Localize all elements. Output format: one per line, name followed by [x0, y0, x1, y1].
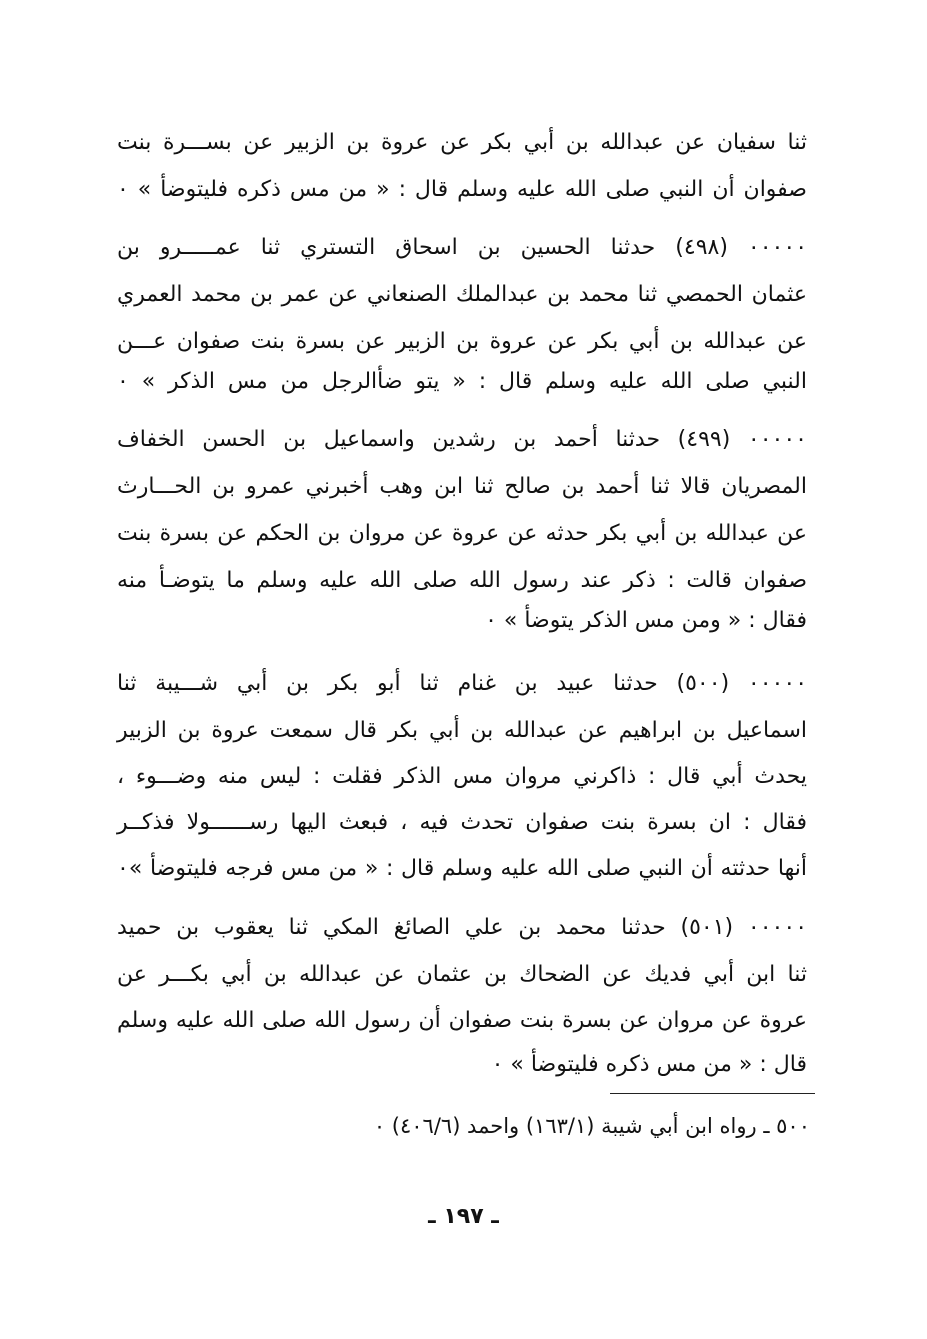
text-line: النبي صلى الله عليه وسلم قال : « يتو ضأالرجل من مس الذكر » ٠: [117, 369, 807, 394]
text-line: عن عبدالله بن أبي بكر عن عروة بن الزبير عن بسرة بنت صفوان عـــن: [117, 329, 807, 354]
text-line: قال : « من مس ذكره فليتوضأ » ٠: [491, 1052, 807, 1077]
footnote: ٥٠٠ ـ رواه ابن أبي شيبة (١٦٣/١) واحمد (٤٠٦/٦) ٠: [373, 1114, 810, 1138]
text-line: فقال : ان بسرة بنت صفوان تحدث فيه ، فبعث اليها رســــــولا فذكــر: [117, 810, 807, 835]
text-line: عثمان الحمصي ثنا محمد بن عبدالملك الصنعاني عن عمر بن محمد العمري: [117, 282, 807, 307]
text-line: اسماعيل بن ابراهيم عن عبدالله بن أبي بكر قال سمعت عروة بن الزبير: [117, 718, 807, 743]
text-line: عن عبدالله بن أبي بكر حدثه عن عروة عن مروان بن الحكم عن بسرة بنت: [117, 521, 807, 546]
text-line: يحدث أبي قال : ذاكرني مروان مس الذكر فقلت : ليس منه وضـــوء ،: [117, 764, 807, 789]
text-line: عروة عن مروان عن بسرة بنت صفوان أن رسول الله صلى الله عليه وسلم: [117, 1008, 807, 1033]
footnote-divider: [610, 1093, 815, 1094]
text-line: ٠٠٠٠٠ (٥٠١) حدثنا محمد بن علي الصائغ المكي ثنا يعقوب بن حميد: [117, 915, 808, 940]
text-line: ٠٠٠٠٠ (٤٩٩) حدثنا أحمد بن رشدين واسماعيل بن الحسن الخفاف: [117, 427, 807, 452]
text-line: ثنا ابن أبي فديك عن الضحاك بن عثمان عن عبدالله بن أبي بكـــر عن: [117, 962, 807, 987]
page-number: ـ ١٩٧ ـ: [428, 1204, 499, 1229]
text-line: صفوان أن النبي صلى الله عليه وسلم قال : « من مس ذكره فليتوضأ » ٠: [117, 177, 807, 202]
text-line: ٠٠٠٠٠ (٥٠٠) حدثنا عبيد بن غنام ثنا أبو بكر بن أبي شـــيبة ثنا: [117, 671, 808, 696]
text-line: أنها حدثته أن النبي صلى الله عليه وسلم قال : « من مس فرجه فليتوضأ »٠: [117, 856, 807, 881]
text-line: فقال : « ومن مس الذكر يتوضأ » ٠: [485, 608, 807, 633]
text-line: المصريان قالا ثنا أحمد بن صالح ثنا ابن وهب أخبرني عمرو بن الحـــارث: [117, 474, 807, 499]
text-line: صفوان قالت : ذكر عند رسول الله صلى الله عليه وسلم ما يتوضـأ منه: [117, 568, 807, 593]
text-line: ثنا سفيان عن عبدالله بن أبي بكر عن عروة بن الزبير عن بســـرة بنت: [117, 130, 807, 155]
text-line: ٠٠٠٠٠ (٤٩٨) حدثنا الحسين بن اسحاق التستري ثنا عمـــــرو بن: [117, 235, 808, 260]
